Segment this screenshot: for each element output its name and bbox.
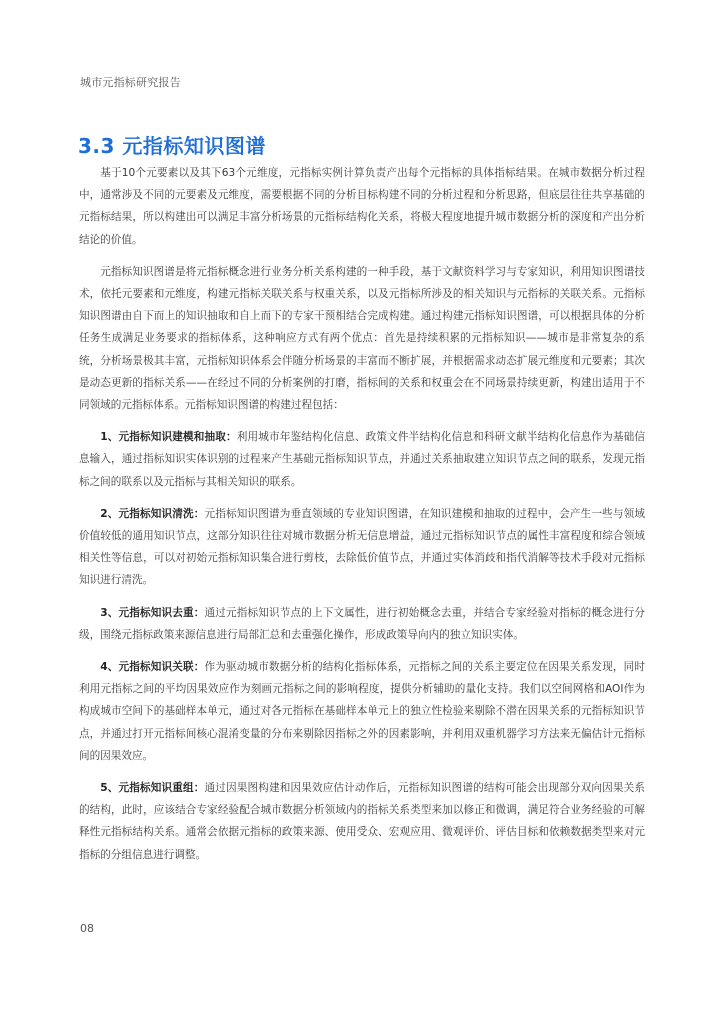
step-label: 3、元指标知识去重： (100, 606, 205, 619)
step-text: 通过元指标知识节点的上下文属性，进行初始概念去重，并结合专家经验对指标的概念进行分级，围绕元指标政策来源信息进行局部汇总和去重强化操作，形成政策导向内的独立知识实体。 (79, 606, 645, 641)
step-text: 利用城市年鉴结构化信息、政策文件半结构化信息和科研文献半结构化信息作为基础信息输入，通过指标知识实体识别的过程来产生基础元指标知识节点，并通过关系抽取建立知识节点之间的联系，发现元指标之间的联系以及元指标与其相关知识的联系。 (79, 431, 645, 488)
step-item (79, 426, 645, 493)
step-text: 元指标知识图谱为垂直领域的专业知识图谱，在知识建模和抽取的过程中，会产生一些与领域价值较低的通用知识节点，这部分知识往往对城市数据分析无信息增益，通过元指标知识节点的属性丰富程度和综合领域相关性等信息，可以对初始元指标知识集合进行剪枝，去除低价值节点，并通过实体消歧和指代消解等技术手段对元指标知识进行清洗。 (79, 507, 645, 587)
section-title: 3.3 元指标知识图谱 (78, 134, 266, 158)
step-item (79, 656, 645, 767)
paragraph-intro: 基于10个元要素以及其下63个元维度，元指标实例计算负责产出每个元指标的具体指标结果。在城市数据分析过程中，通常涉及不同的元要素及元维度，需要根据不同的分析目标构建不同的分析过程和分析思路，但底层往往共享基础的元指标结果，所以构建出可以满足丰富分析场景的元指标结构化关系，将极大程度地提升城市数据分析的深度和产出分析结论的价值。 (79, 167, 645, 246)
step-label: 5、元指标知识重组： (100, 782, 205, 795)
step-item (79, 777, 645, 866)
step-label: 2、元指标知识清洗： (100, 507, 205, 520)
paragraph-knowledge-graph: 元指标知识图谱是将元指标概念进行业务分析关系构建的一种手段，基于文献资料学习与专家知识，利用知识图谱技术，依托元要素和元维度，构建元指标关联关系与权重关系，以及元指标所涉及的相关知识与元指标的关联关系。元指标知识图谱由自下而上的知识抽取和自上而下的专家干预相结合完成构建。通过构建元指标知识图谱，可以根据具体的分析任务生成满足业务要求的指标体系，这种响应方式有两个优点：首先是持续积累的元指标知识——城市是非常复杂的系统，分析场景极其丰富，元指标知识体系会伴随分析场景的丰富而不断扩展，并根据需求动态扩展元维度和元要素；其次是动态更新的指标关系——在经过不同的分析案例的打磨，指标间的关系和权重会在不同场景持续更新，构建出适用于不同领域的元指标体系。元指标知识图谱的构建过程包括： (79, 265, 645, 412)
step-label: 4、元指标知识关联： (100, 661, 205, 674)
body-content (79, 162, 645, 876)
page-number: 08 (80, 922, 94, 935)
step-label: 1、元指标知识建模和抽取： (100, 431, 237, 444)
step-text: 作为驱动城市数据分析的结构化指标体系，元指标之间的关系主要定位在因果关系发现，同时利用元指标之间的平均因果效应作为刻画元指标之间的影响程度，提供分析辅助的量化支持。我们以空间网格和AOI作为构成城市空间下的基础样本单元，通过对各元指标在基础样本单元上的独立性检验来剔除不潜在因果关系的元指标知识节点，并通过打开元指标间核心混淆变量的分布来剔除因指标之外的因素影响，并利用双重机器学习方法来无偏估计元指标间的因果效应。 (79, 661, 645, 762)
running-header: 城市元指标研究报告 (80, 76, 181, 89)
step-item (79, 503, 645, 592)
step-item (79, 602, 645, 646)
step-text: 通过因果图构建和因果效应估计动作后，元指标知识图谱的结构可能会出现部分双向因果关系的结构，此时，应该结合专家经验配合城市数据分析领域内的指标关系类型来加以修正和微调，满足符合业务经验的可解释性元指标结构关系。通常会依据元指标的政策来源、使用受众、宏观应用、微观评价、评估目标和依赖数据类型来对元指标的分组信息进行调整。 (79, 782, 645, 861)
